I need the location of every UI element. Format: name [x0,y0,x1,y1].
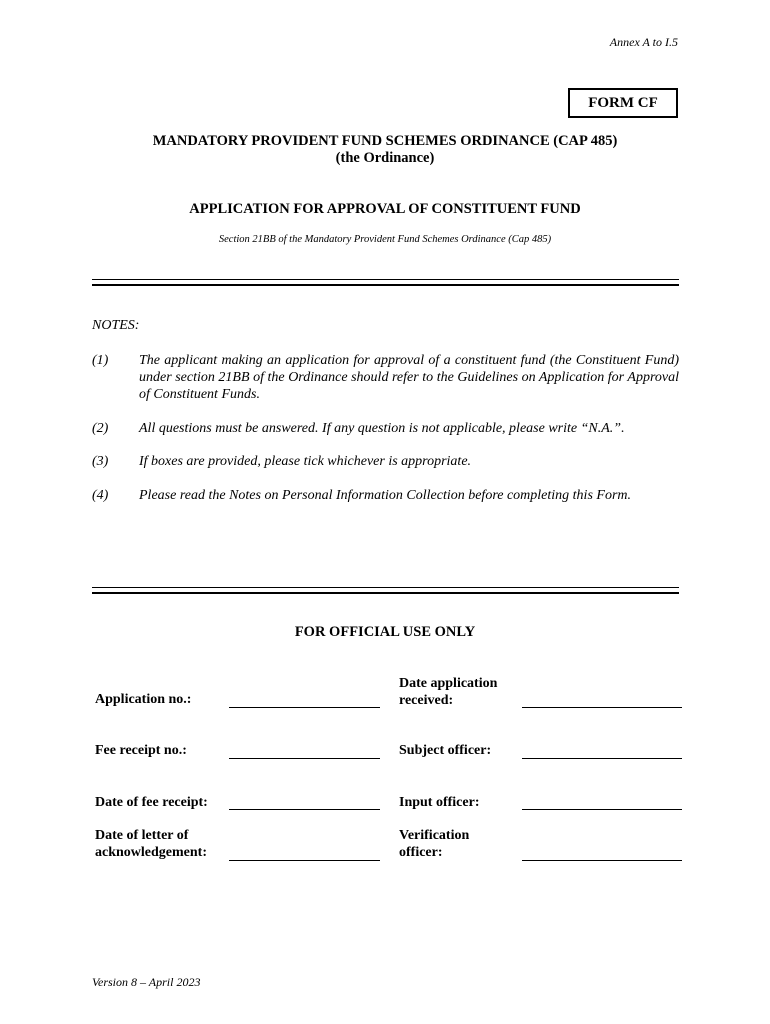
date-letter-ack-label-line2: acknowledgement: [95,845,207,860]
annex-reference: Annex A to I.5 [609,35,678,49]
section-reference: Section 21BB of the Mandatory Provident Fund Schemes Ordinance (Cap 485) [218,234,552,245]
verification-officer-field[interactable] [522,860,682,861]
ordinance-title-line2: (the Ordinance) [335,150,435,166]
input-officer-label: Input officer: [399,795,480,810]
note-item-1 [92,352,679,403]
note-item-3 [92,453,679,470]
note-number: (4) [92,488,109,503]
verification-officer-label [399,827,469,861]
official-use-heading: FOR OFFICIAL USE ONLY [294,624,476,640]
application-title: APPLICATION FOR APPROVAL OF CONSTITUENT FUND [189,201,581,217]
date-of-fee-receipt-label: Date of fee receipt: [95,795,208,810]
date-letter-ack-label [95,827,207,861]
divider-bottom [92,587,679,594]
date-received-field[interactable] [522,707,682,708]
date-of-fee-receipt-field[interactable] [229,809,380,810]
note-text: The applicant making an application for approval of a constituent fund (the Constituent Fund) under section 21BB of the Ordinance should refer to the Guidelines on Application for Approval of Constituent Funds. [139,353,679,402]
notes-heading: NOTES: [92,318,140,333]
application-no-label: Application no.: [95,692,192,707]
date-letter-ack-label-line1: Date of letter of [95,828,189,843]
subject-officer-field[interactable] [522,758,682,759]
note-number: (2) [92,421,109,436]
ordinance-title-line1: MANDATORY PROVIDENT FUND SCHEMES ORDINANCE (CAP 485) [152,133,618,149]
fee-receipt-no-field[interactable] [229,758,380,759]
note-text: All questions must be answered. If any question is not applicable, please write “N.A.”. [139,421,625,436]
subject-officer-label: Subject officer: [399,743,492,758]
verification-officer-label-line1: Verification [399,828,470,843]
verification-officer-label-line2: officer: [399,845,443,860]
fee-receipt-no-label: Fee receipt no.: [95,743,187,758]
form-label-box: FORM CF [568,88,678,118]
note-text: If boxes are provided, please tick whichever is appropriate. [139,454,472,469]
date-received-label-line1: Date application [399,676,498,691]
date-letter-ack-field[interactable] [229,860,380,861]
note-text: Please read the Notes on Personal Information Collection before completing this Form. [139,488,632,503]
note-number: (1) [92,353,109,368]
note-item-4 [92,487,679,504]
divider-top [92,279,679,286]
date-received-label-line2: received: [399,693,454,708]
date-received-label [399,675,497,709]
note-number: (3) [92,454,109,469]
input-officer-field[interactable] [522,809,682,810]
version-footer: Version 8 – April 2023 [92,975,201,989]
note-item-2 [92,420,679,437]
ordinance-title [0,133,770,167]
application-no-field[interactable] [229,707,380,708]
